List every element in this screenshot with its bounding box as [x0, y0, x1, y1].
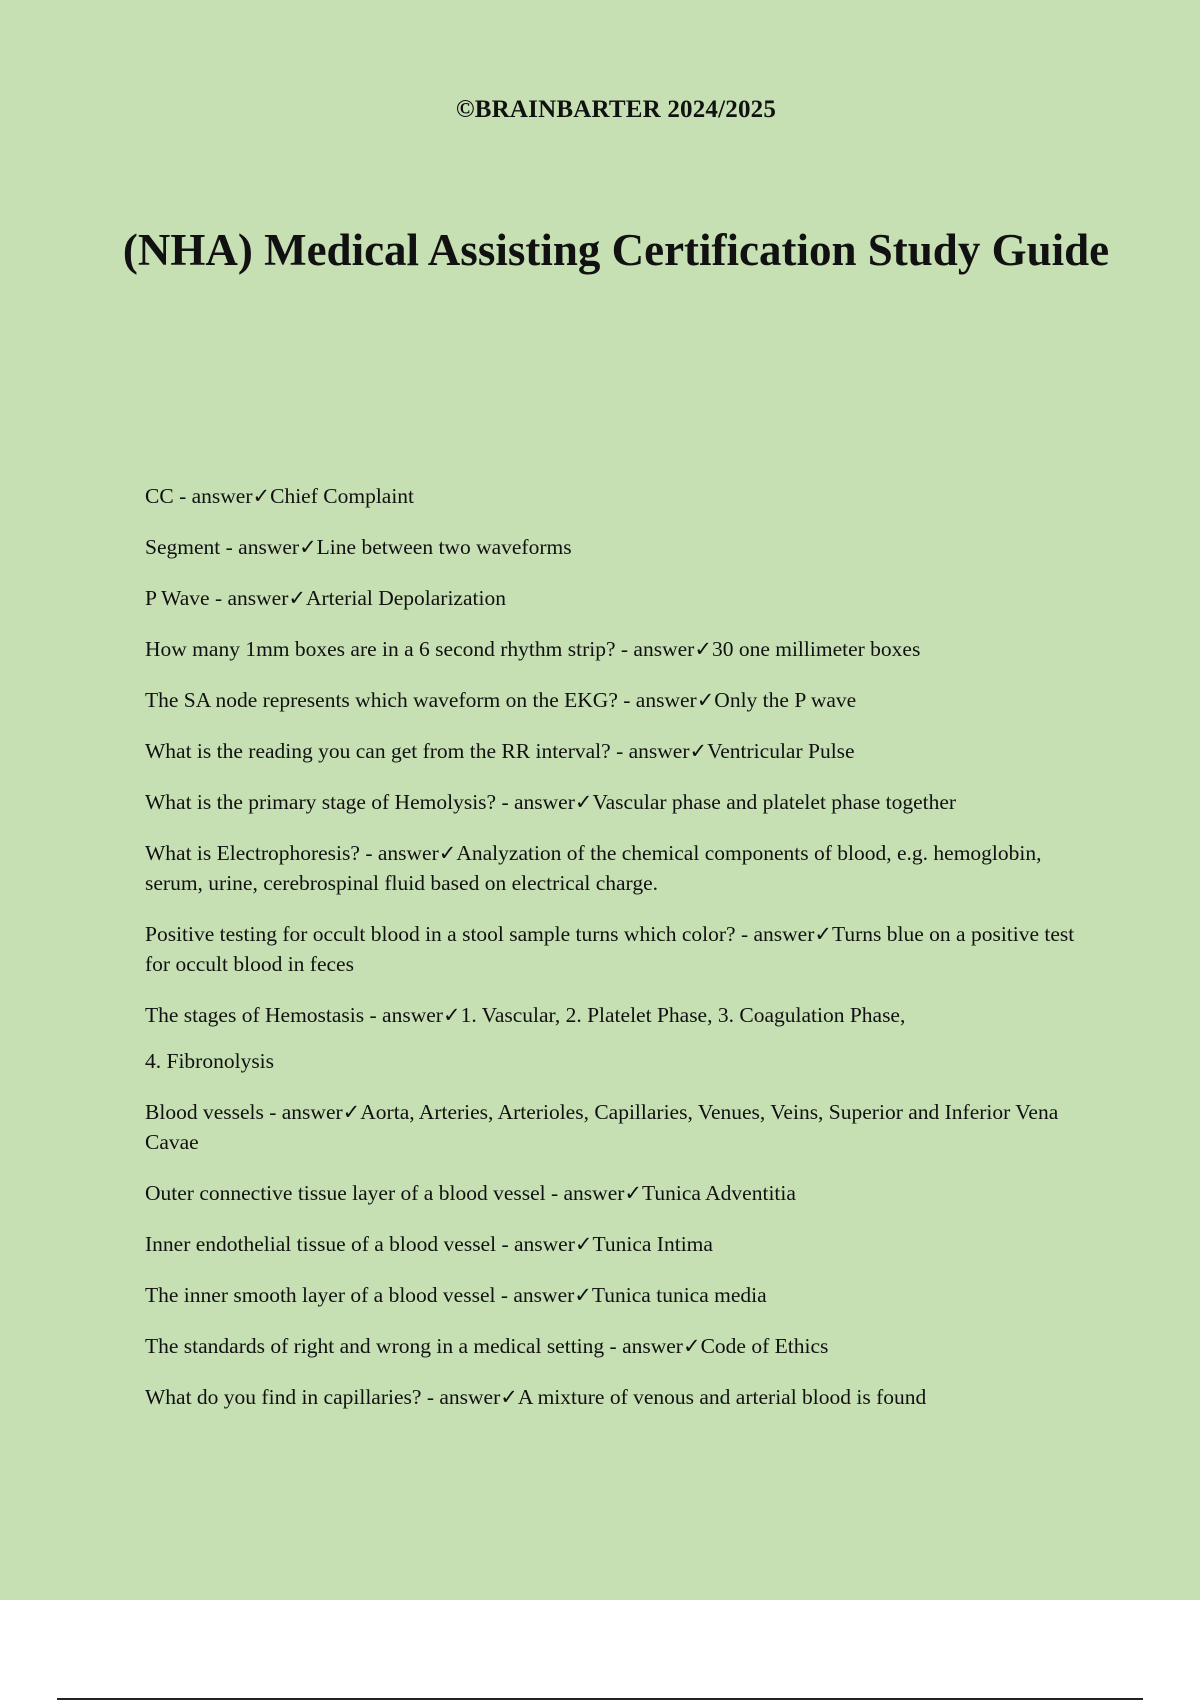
- qa-item: [145, 685, 1085, 715]
- answer-text: Ventricular Pulse: [707, 739, 855, 763]
- question-text: CC: [145, 484, 174, 508]
- answer-separator: - answer: [209, 586, 289, 610]
- qa-item: [145, 1097, 1085, 1157]
- answer-separator: - answer: [735, 922, 815, 946]
- answer-text: Tunica Intima: [592, 1232, 713, 1256]
- checkmark-icon: ✓: [814, 922, 832, 946]
- checkmark-icon: ✓: [694, 637, 712, 661]
- question-text: The SA node represents which waveform on the EKG?: [145, 688, 618, 712]
- question-text: How many 1mm boxes are in a 6 second rhythm strip?: [145, 637, 616, 661]
- answer-separator: - answer: [364, 1003, 443, 1027]
- question-text: Positive testing for occult blood in a stool sample turns which color?: [145, 922, 736, 946]
- answer-text-continued: 4. Fibronolysis: [145, 1049, 275, 1073]
- qa-item: [145, 838, 1085, 898]
- checkmark-icon: ✓: [252, 484, 271, 508]
- answer-text: Code of Ethics: [700, 1334, 829, 1358]
- checkmark-icon: ✓: [624, 1181, 643, 1205]
- qa-item: [145, 1382, 1085, 1412]
- question-text: What is the primary stage of Hemolysis?: [145, 790, 497, 814]
- answer-text: Tunica Adventitia: [642, 1181, 796, 1205]
- qa-item: [145, 1178, 1085, 1208]
- question-text: What is the reading you can get from the RR interval?: [145, 739, 611, 763]
- checkmark-icon: ✓: [574, 790, 593, 814]
- answer-text: 1. Vascular, 2. Platelet Phase, 3. Coagulation Phase,: [460, 1003, 906, 1027]
- answer-separator: - answer: [263, 1100, 343, 1124]
- answer-text: Analyzation of the chemical components of blood, e.g. hemoglobin, serum, urine, cerebrospinal fluid based on electrical charge.: [145, 841, 1042, 895]
- answer-text: Tunica tunica media: [591, 1283, 767, 1307]
- checkmark-icon: ✓: [342, 1100, 361, 1124]
- checkmark-icon: ✓: [696, 688, 715, 712]
- checkmark-icon: ✓: [438, 841, 457, 865]
- answer-separator: - answer: [495, 1283, 575, 1307]
- checkmark-icon: ✓: [574, 1283, 592, 1307]
- answer-separator: - answer: [421, 1385, 501, 1409]
- answer-separator: - answer: [610, 739, 690, 763]
- answer-separator: - answer: [604, 1334, 683, 1358]
- answer-separator: - answer: [496, 790, 575, 814]
- answer-text: Line between two waveforms: [316, 535, 572, 559]
- qa-item: [145, 1280, 1085, 1310]
- question-text: P Wave: [145, 586, 210, 610]
- checkmark-icon: ✓: [288, 586, 306, 610]
- answer-separator: - answer: [496, 1232, 575, 1256]
- qa-item: [145, 736, 1085, 766]
- qa-item: [145, 583, 1085, 613]
- answer-text: Turns blue on a positive test for occult blood in feces: [145, 922, 1075, 976]
- answer-text: A mixture of venous and arterial blood is found: [517, 1385, 927, 1409]
- answer-text: 30 one millimeter boxes: [711, 637, 921, 661]
- qa-item: [145, 1000, 1085, 1030]
- question-text: Blood vessels: [145, 1100, 264, 1124]
- qa-item: [145, 481, 1085, 511]
- checkmark-icon: ✓: [689, 739, 708, 763]
- question-text: The stages of Hemostasis: [145, 1003, 365, 1027]
- question-text: Segment: [145, 535, 221, 559]
- question-text: What is Electrophoresis?: [145, 841, 360, 865]
- answer-text: Arterial Depolarization: [305, 586, 506, 610]
- qa-item: [145, 1229, 1085, 1259]
- qa-item: [145, 919, 1085, 979]
- answer-text: Chief Complaint: [270, 484, 415, 508]
- answer-text: Vascular phase and platelet phase together: [592, 790, 957, 814]
- checkmark-icon: ✓: [500, 1385, 518, 1409]
- question-text: Inner endothelial tissue of a blood vessel: [145, 1232, 497, 1256]
- answer-separator: - answer: [617, 688, 697, 712]
- qa-item: [145, 1331, 1085, 1361]
- qa-item: [145, 787, 1085, 817]
- checkmark-icon: ✓: [442, 1003, 461, 1027]
- answer-separator: - answer: [615, 637, 695, 661]
- copyright-header: ©BRAINBARTER 2024/2025: [455, 96, 777, 123]
- qa-list: [145, 481, 1085, 1433]
- checkmark-icon: ✓: [574, 1232, 593, 1256]
- qa-item: [145, 634, 1085, 664]
- question-text: The standards of right and wrong in a medical setting: [145, 1334, 605, 1358]
- answer-separator: - answer: [359, 841, 439, 865]
- checkmark-icon: ✓: [682, 1334, 701, 1358]
- question-text: The inner smooth layer of a blood vessel: [145, 1283, 496, 1307]
- checkmark-icon: ✓: [299, 535, 317, 559]
- question-text: Outer connective tissue layer of a blood vessel: [145, 1181, 546, 1205]
- answer-separator: - answer: [220, 535, 300, 559]
- qa-item: [145, 532, 1085, 562]
- answer-text: Aorta, Arteries, Arterioles, Capillaries, Venues, Veins, Superior and Inferior Vena Cavae: [145, 1100, 1059, 1154]
- document-title: (NHA) Medical Assisting Certification Study Guide: [122, 225, 1110, 275]
- answer-text: Only the P wave: [714, 688, 857, 712]
- qa-item-continuation: [145, 1046, 1085, 1076]
- answer-separator: - answer: [545, 1181, 625, 1205]
- answer-separator: - answer: [173, 484, 253, 508]
- question-text: What do you find in capillaries?: [145, 1385, 422, 1409]
